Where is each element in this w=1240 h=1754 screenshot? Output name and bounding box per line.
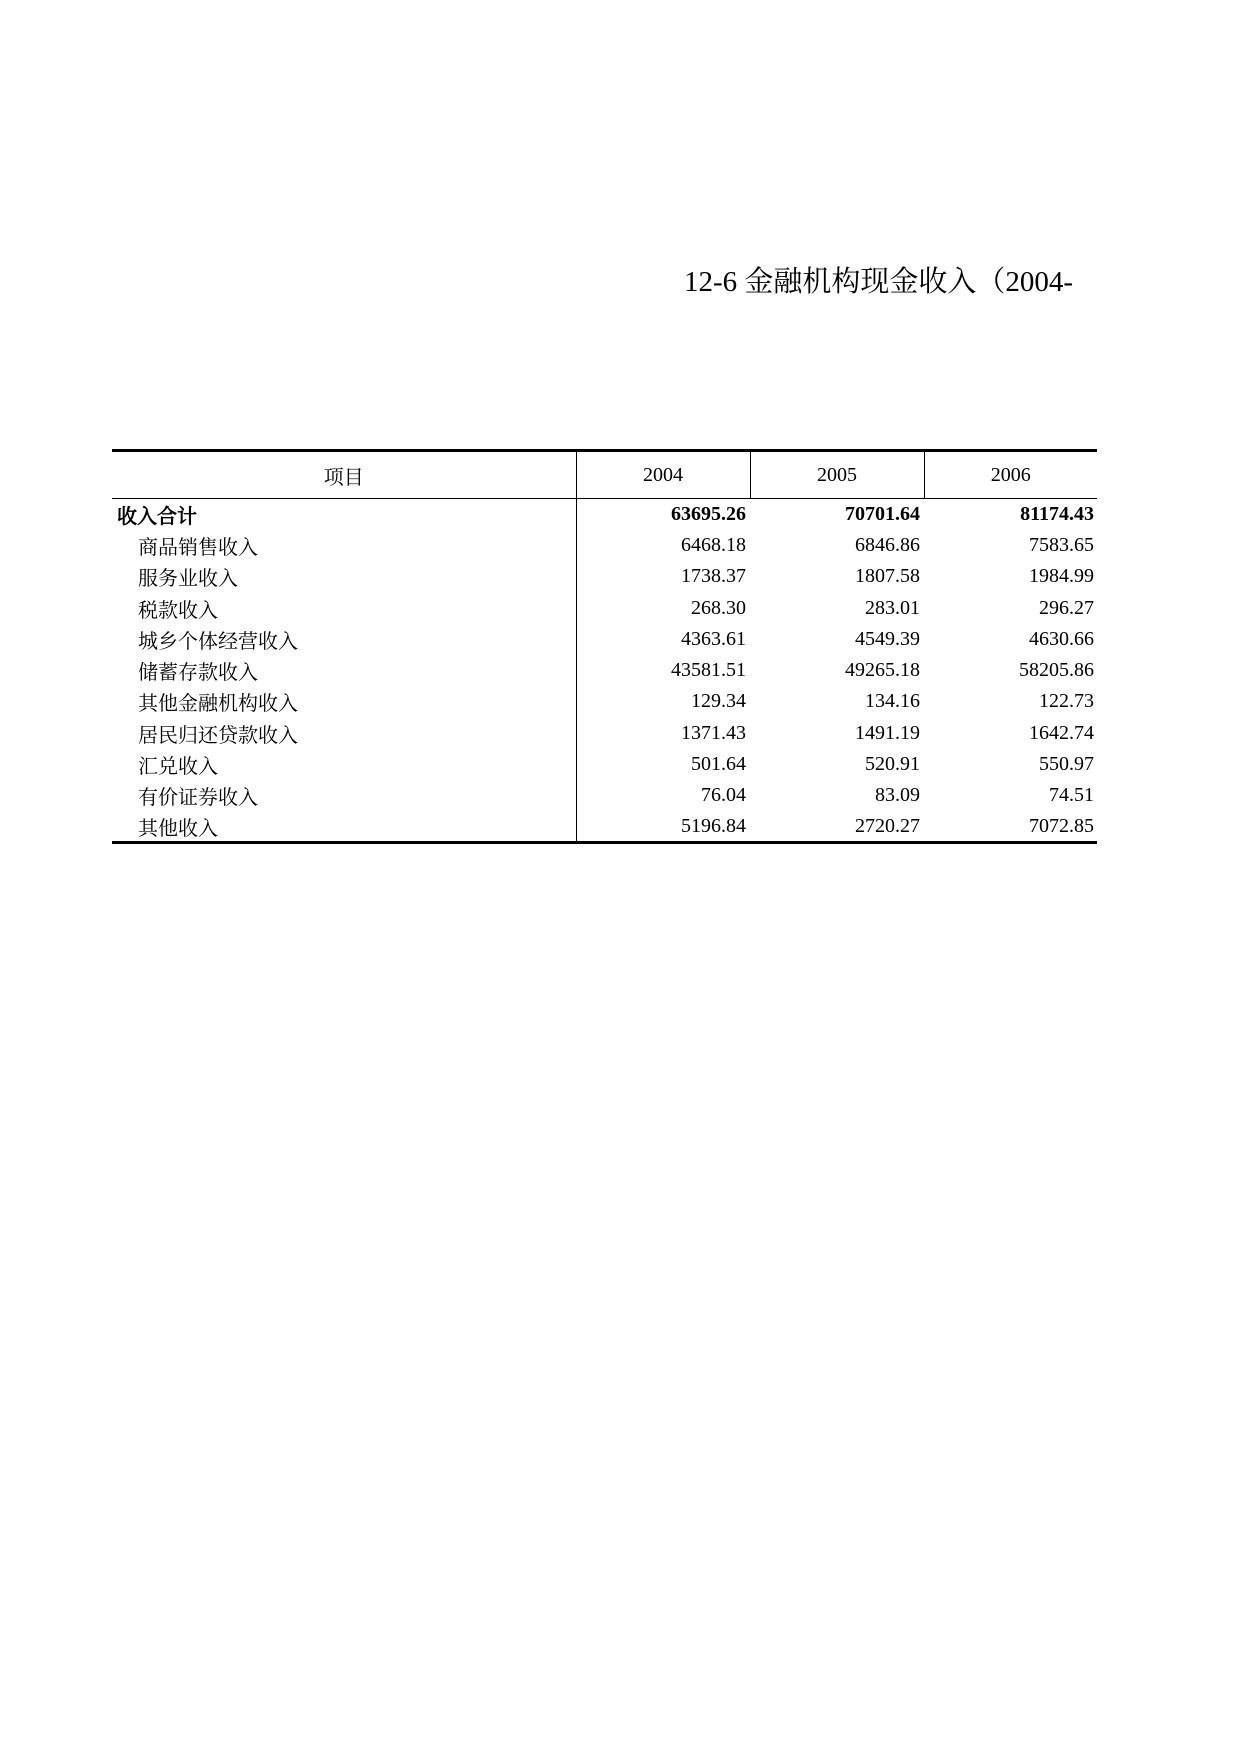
- cell-value: 7072.85: [924, 811, 1097, 842]
- row-label: 税款收入: [112, 592, 576, 623]
- row-label: 商品销售收入: [112, 530, 576, 561]
- row-label: 储蓄存款收入: [112, 655, 576, 686]
- column-header-year: 2005: [750, 451, 924, 499]
- cell-value: 134.16: [865, 690, 920, 713]
- cell-value: 1807.58: [855, 565, 920, 588]
- cell-value: 268.30: [691, 596, 746, 619]
- cash-income-table: [112, 449, 1097, 844]
- table-row: [112, 655, 1097, 686]
- cell-value: 1642.74: [1029, 721, 1094, 744]
- cell-value: 74.51: [1049, 784, 1094, 807]
- table-row: [112, 624, 1097, 655]
- cell-value: 5196.84: [576, 811, 750, 842]
- cell-value: 43581.51: [671, 659, 746, 682]
- column-header-item: 项目: [112, 451, 576, 499]
- cell-value: 81174.43: [1020, 502, 1094, 525]
- row-label: 居民归还贷款收入: [112, 718, 576, 749]
- cell-value: 1491.19: [855, 721, 920, 744]
- cell-value: 63695.26: [671, 502, 746, 525]
- cell-value: 520.91: [865, 753, 920, 776]
- cell-value: 122.73: [1039, 690, 1094, 713]
- cell-value: 6468.18: [681, 533, 746, 556]
- column-header-year: 2006: [924, 451, 1097, 499]
- row-label: 有价证券收入: [112, 780, 576, 811]
- cell-value: 83.09: [875, 784, 920, 807]
- row-label: 服务业收入: [112, 561, 576, 592]
- cell-value: 76.04: [701, 784, 746, 807]
- cell-value: 4630.66: [1029, 627, 1094, 650]
- cell-value: 4549.39: [855, 627, 920, 650]
- cell-value: 2720.27: [750, 811, 924, 842]
- column-header-year: 2004: [576, 451, 750, 499]
- cell-value: 7583.65: [1029, 533, 1094, 556]
- cell-value: 58205.86: [1019, 659, 1094, 682]
- page-title-container: [0, 258, 1097, 306]
- cell-value: 49265.18: [845, 659, 920, 682]
- cell-value: 1984.99: [1029, 565, 1094, 588]
- cell-value: 550.97: [1039, 753, 1094, 776]
- cell-value: 4363.61: [681, 627, 746, 650]
- cell-value: 1371.43: [681, 721, 746, 744]
- row-label: 其他收入: [112, 811, 576, 842]
- cell-value: 70701.64: [845, 502, 920, 525]
- table-row: [112, 718, 1097, 749]
- row-label: 汇兑收入: [112, 749, 576, 780]
- table-row: [112, 749, 1097, 780]
- row-label: 其他金融机构收入: [112, 686, 576, 717]
- row-label: 城乡个体经营收入: [112, 624, 576, 655]
- table-row-total: [112, 499, 1097, 530]
- cell-value: 501.64: [691, 753, 746, 776]
- table-row: [112, 592, 1097, 623]
- cell-value: 1738.37: [681, 565, 746, 588]
- cell-value: 129.34: [691, 690, 746, 713]
- cell-value: 6846.86: [855, 533, 920, 556]
- table-header-row: [112, 451, 1097, 499]
- table-row: [112, 530, 1097, 561]
- table-row: [112, 780, 1097, 811]
- cell-value: 283.01: [865, 596, 920, 619]
- table-row: [112, 686, 1097, 717]
- cell-value: 296.27: [1039, 596, 1094, 619]
- page-title: 12-6 金融机构现金收入（2004-: [684, 266, 1074, 298]
- title-clip: [0, 258, 1097, 306]
- row-label: 收入合计: [112, 499, 576, 530]
- table-row: [112, 811, 1097, 842]
- table-row: [112, 561, 1097, 592]
